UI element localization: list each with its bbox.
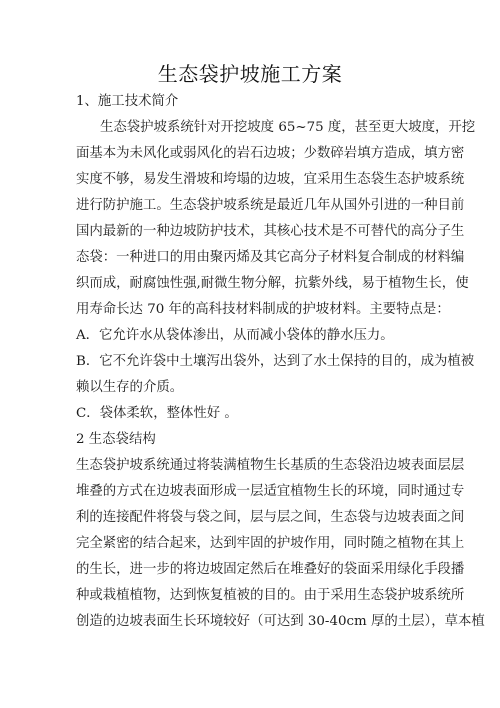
paragraph-line: 生态袋护坡系统通过将装满植物生长基质的生态袋沿边坡表面层层 xyxy=(76,458,465,473)
paragraph-line: 种或栽植植物，达到恢复植被的目的。由于采用生态袋护坡系统所 xyxy=(76,588,465,603)
section-heading-2: 2 生态袋结构 xyxy=(76,432,156,447)
paragraph-line: 面基本为未风化或弱风化的岩石边坡；少数碎岩填方造成，填方密 xyxy=(76,146,465,161)
paragraph-line: 态袋：一种进口的用由聚丙烯及其它高分子材料复合制成的材料编 xyxy=(76,250,465,265)
paragraph-line: 织而成，耐腐蚀性强,耐微生物分解，抗紫外线，易于植物生长，使 xyxy=(76,276,469,291)
paragraph-line: 生态袋护坡系统针对开挖坡度 65~75 度，甚至更大坡度，开挖 xyxy=(100,120,476,135)
list-item-b: B．它不允许袋中土壤泻出袋外，达到了水土保持的目的，成为植被 xyxy=(76,354,475,369)
paragraph-line: 创造的边坡表面生长环境较好（可达到 30-40cm 厚的土层），草本植 xyxy=(76,614,485,629)
list-item-b-continued: 赖以生存的介质。 xyxy=(76,380,184,395)
section-heading-1: 1、施工技术简介 xyxy=(76,94,179,109)
paragraph-line: 国内最新的一种边坡防护技术，其核心技术是不可替代的高分子生 xyxy=(76,224,465,239)
paragraph-line: 的生长，进一步的将边坡固定然后在堆叠好的袋面采用绿化手段播 xyxy=(76,562,465,577)
document-title: 生态袋护坡施工方案 xyxy=(157,62,343,86)
list-item-a: A．它允许水从袋体渗出，从而减小袋体的静水压力。 xyxy=(76,328,394,343)
paragraph-line: 实度不够，易发生滑坡和垮塌的边坡，宜采用生态袋生态护坡系统 xyxy=(76,172,465,187)
paragraph-line: 利的连接配件将袋与袋之间，层与层之间，生态袋与边坡表面之间 xyxy=(76,510,465,525)
paragraph-line: 完全紧密的结合起来，达到牢固的护坡作用，同时随之植物在其上 xyxy=(76,536,465,551)
paragraph-line: 用寿命长达 70 年的高科技材料制成的护坡材料。主要特点是： xyxy=(76,302,450,317)
paragraph-line: 进行防护施工。生态袋护坡系统是最近几年从国外引进的一种目前 xyxy=(76,198,465,213)
paragraph-line: 堆叠的方式在边坡表面形成一层适宜植物生长的环境，同时通过专 xyxy=(76,484,465,499)
list-item-c: C．袋体柔软，整体性好 。 xyxy=(76,406,238,421)
